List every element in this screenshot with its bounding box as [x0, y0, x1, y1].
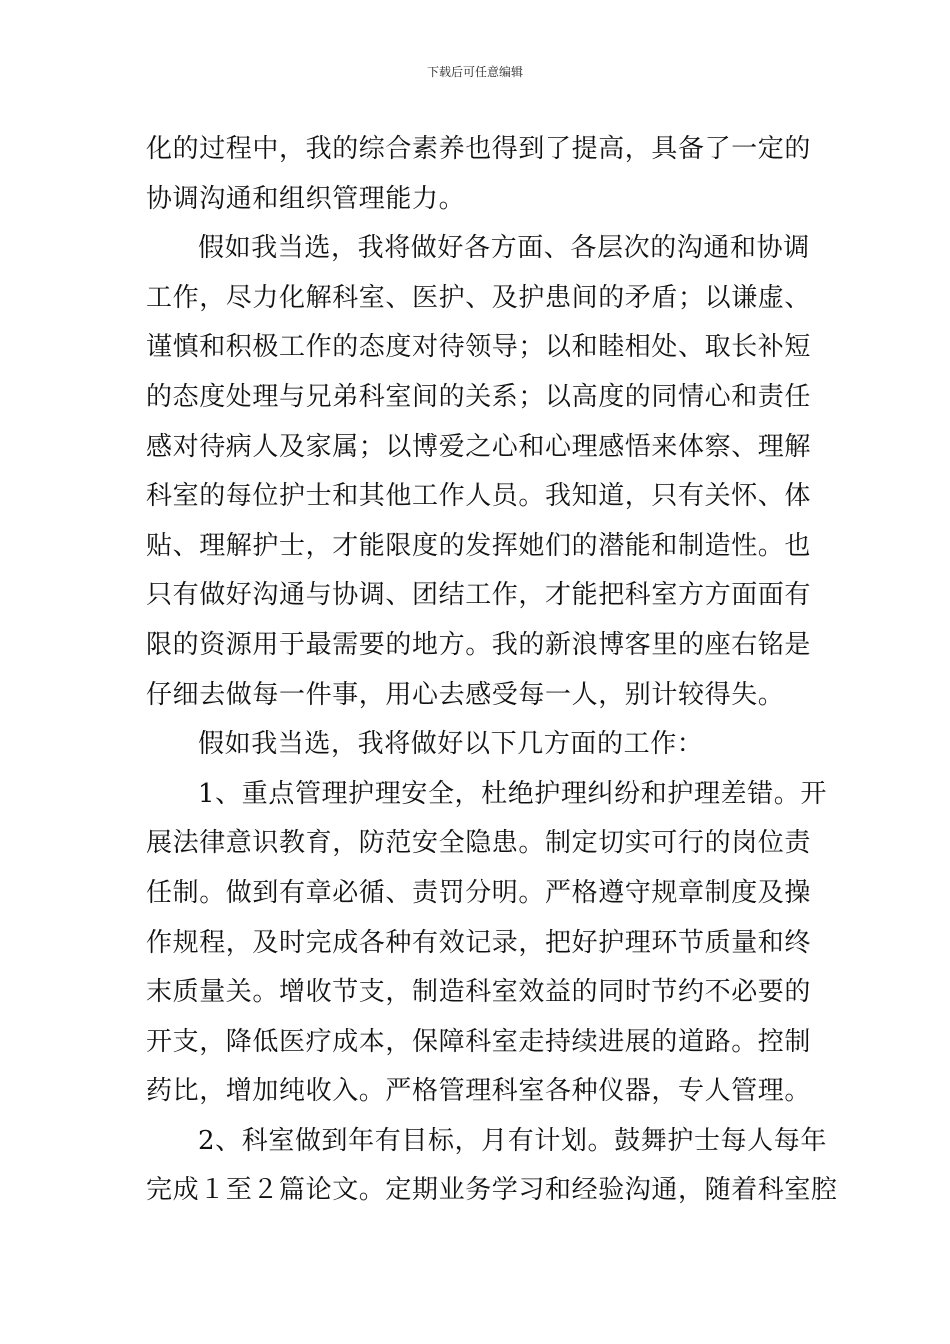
- text-line: 只有做好沟通与协调、团结工作，才能把科室方方面面有: [146, 580, 812, 611]
- document-body: [146, 125, 838, 1216]
- text-line: 协调沟通和组织管理能力。: [146, 183, 466, 214]
- text-line: 限的资源用于最需要的地方。我的新浪博客里的座右铭是: [146, 629, 812, 660]
- page-header: 下载后可任意编辑: [426, 65, 523, 79]
- text-line: 任制。做到有章必循、责罚分明。严格遵守规章制度及操: [146, 877, 812, 908]
- text-line: 谨慎和积极工作的态度对待领导；以和睦相处、取长补短: [146, 332, 812, 363]
- text-line: 药比，增加纯收入。严格管理科室各种仪器，专人管理。: [146, 1076, 812, 1107]
- text-line: 开支，降低医疗成本，保障科室走持续进展的道路。控制: [146, 1026, 812, 1057]
- text-line: 完成１至２篇论文。定期业务学习和经验沟通，随着科室腔: [146, 1175, 838, 1206]
- text-line: 展法律意识教育，防范安全隐患。制定切实可行的岗位责: [146, 828, 812, 859]
- text-line: 作规程，及时完成各种有效记录，把好护理环节质量和终: [146, 927, 812, 958]
- text-line: 末质量关。增收节支，制造科室效益的同时节约不必要的: [146, 977, 812, 1008]
- text-line: 化的过程中，我的综合素养也得到了提高，具备了一定的: [146, 134, 812, 164]
- paragraph-start-line: 1、重点管理护理安全，杜绝护理纠纷和护理差错。开: [198, 778, 827, 809]
- text-line: 科室的每位护士和其他工作人员。我知道，只有关怀、体: [146, 481, 812, 512]
- text-line: 的态度处理与兄弟科室间的关系；以高度的同情心和责任: [146, 381, 812, 412]
- paragraph-start-line: 假如我当选，我将做好各方面、各层次的沟通和协调: [198, 233, 810, 264]
- paragraph-start-line: 2、科室做到年有目标，月有计划。鼓舞护士每人每年: [198, 1125, 827, 1156]
- text-line: 工作，尽力化解科室、医护、及护患间的矛盾；以谦虚、: [146, 282, 812, 313]
- text-line: 仔细去做每一件事，用心去感受每一人，别计较得失。: [146, 679, 785, 710]
- paragraph-start-line: 假如我当选，我将做好以下几方面的工作：: [198, 729, 704, 760]
- text-line: 贴、理解护士，才能限度的发挥她们的潜能和制造性。也: [146, 530, 812, 561]
- text-line: 感对待病人及家属；以博爱之心和心理感悟来体察、理解: [146, 431, 812, 462]
